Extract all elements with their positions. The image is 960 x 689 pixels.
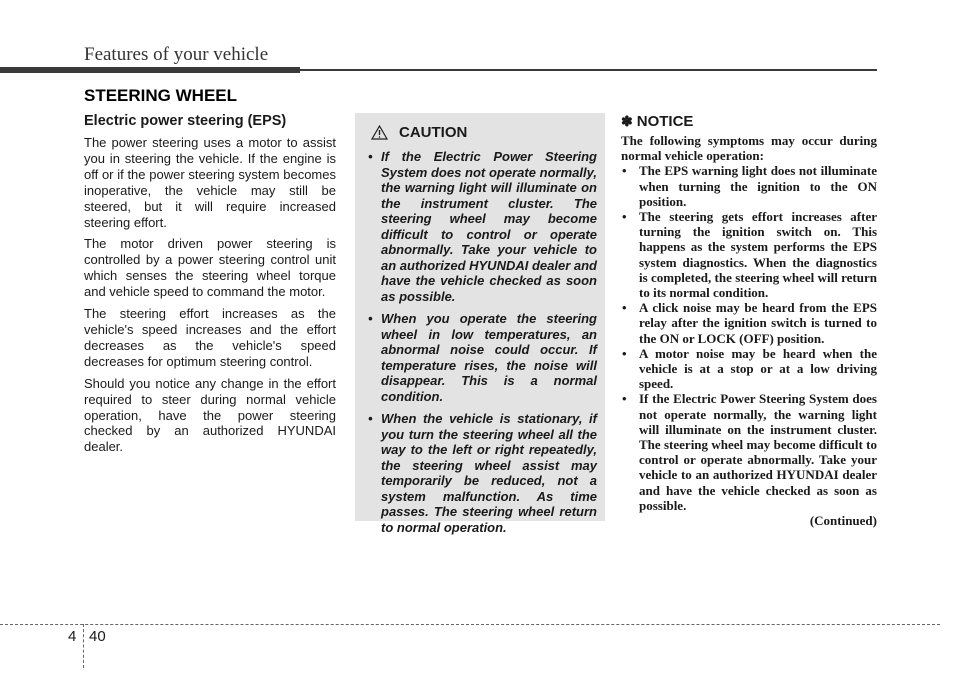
notice-intro: The following symptoms may occur during normal vehicle operation:: [621, 133, 877, 164]
notice-title: NOTICE: [636, 113, 694, 130]
notice-item: • If the Electric Power Steering System does not operate normally, the warning light will illuminate on the instrument cluster. The steering wheel may become difficult to control or operate abnormally. Take your vehicle to an authorized HYUNDAI dealer and have the vehicle checked as soon as possible.: [621, 391, 877, 513]
notice-column: [621, 113, 877, 528]
caution-item: • If the Electric Power Steering System does not operate normally, the warning light will illuminate on the instrument cluster. The steering wheel may become difficult to control or operate abnormally. Take your vehicle to an authorized HYUNDAI dealer and have the vehicle checked as soon as possible.: [367, 149, 597, 304]
caution-item: • When you operate the steering wheel in low temperatures, an abnormal noise could occur. If temperature rises, the noise will disappear. This is a normal condition.: [367, 311, 597, 404]
notice-item: • A motor noise may be heard when the vehicle is at a stop or at a low driving speed.: [621, 346, 877, 392]
notice-item: • The EPS warning light does not illuminate when turning the ignition to the ON position.: [621, 163, 877, 209]
continued-label: (Continued): [809, 513, 877, 529]
page-number: 40: [89, 628, 106, 645]
body-paragraph: The power steering uses a motor to assist you in steering the vehicle. If the engine is off or if the power steering system becomes inoperative, the vehicle may still be steered, but it will require increased steering effort.: [84, 135, 336, 230]
caution-item: • When the vehicle is stationary, if you turn the steering wheel all the way to the left or right repeatedly, the steering wheel assist may temporarily be reduced, not a system malfunction. As time passes. The steering wheel return to normal operation.: [367, 411, 597, 535]
page-header-title: Features of your vehicle: [84, 44, 269, 65]
caution-list: [367, 149, 597, 535]
header-rule-thick: [0, 67, 300, 73]
notice-list: [621, 163, 877, 513]
footer-rule: [0, 624, 940, 625]
notice-header: [621, 113, 877, 130]
body-paragraph: The motor driven power steering is controlled by a power steering control unit which senses the steering wheel torque and vehicle speed to command the motor.: [84, 236, 336, 300]
notice-item: • A click noise may be heard from the EPS relay after the ignition switch is turned to the ON or LOCK (OFF) position.: [621, 300, 877, 346]
notice-star-icon: ✽: [621, 113, 633, 129]
chapter-number: 4: [68, 628, 77, 645]
notice-item: • The steering gets effort increases after turning the ignition switch on. This happens as the system performs the EPS system diagnostics. When the diagnostics is completed, the steering wheel will return to its normal condition.: [621, 209, 877, 300]
body-paragraph: The steering effort increases as the vehicle's speed increases and the effort decreases as the vehicle's speed decreases for optimum steering control.: [84, 306, 336, 369]
footer-divider: [83, 624, 84, 668]
eps-heading: Electric power steering (EPS): [84, 113, 287, 129]
caution-title: CAUTION: [399, 123, 468, 141]
header-rule-thin: [300, 69, 877, 71]
warning-triangle-icon: [371, 125, 388, 140]
left-column: [84, 113, 336, 461]
body-paragraph: Should you notice any change in the effort required to steer during normal vehicle operation, have the power steering checked by an authorized HYUNDAI dealer.: [84, 375, 336, 455]
caution-header: [371, 121, 597, 143]
section-title: STEERING WHEEL: [84, 86, 238, 105]
caution-box: [355, 113, 605, 535]
